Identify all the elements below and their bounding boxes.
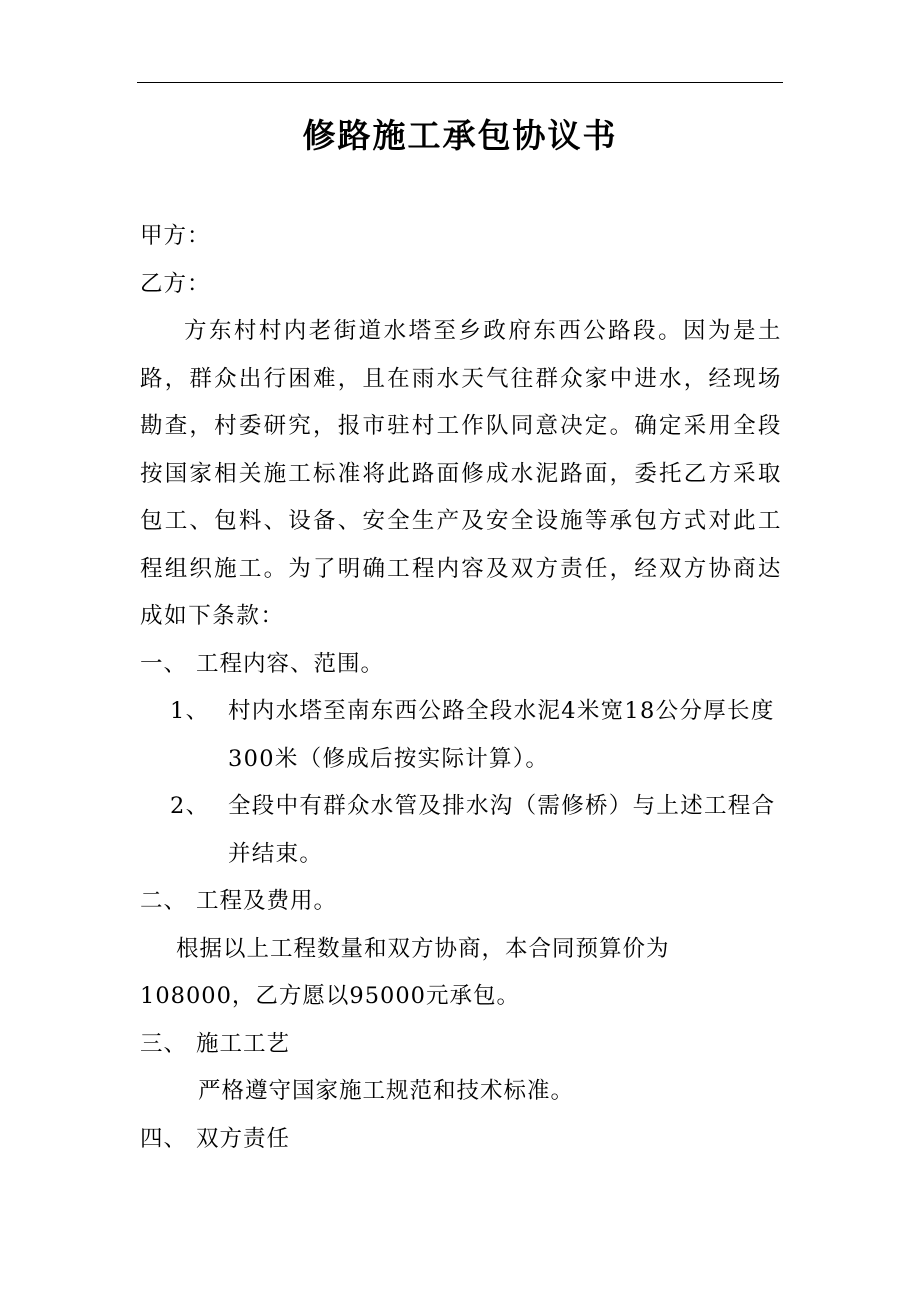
cost-paragraph: 根据以上工程数量和双方协商，本合同预算价为108000，乙方愿以95000元承包。	[140, 935, 670, 1009]
section-heading-1	[140, 641, 782, 689]
document-body	[140, 213, 782, 1163]
item-text: 全段中有群众水管及排水沟（需修桥）与上述工程合并结束。	[228, 793, 776, 867]
document-title: 修路施工承包协议书	[302, 116, 618, 155]
section-number: 三、	[140, 1030, 188, 1057]
item-number: 1、	[170, 698, 210, 724]
party-b-label: 乙方：	[140, 270, 211, 297]
section-number: 二、	[140, 888, 188, 914]
list-item-1	[140, 688, 782, 783]
section-title: 施工工艺	[196, 1030, 291, 1057]
section-number: 一、	[140, 650, 188, 677]
section-heading-4	[140, 1116, 782, 1164]
section-heading-3	[140, 1021, 782, 1069]
process-paragraph: 严格遵守国家施工规范和技术标准。	[198, 1078, 575, 1104]
header-rule	[137, 82, 783, 83]
item-number: 2、	[170, 793, 210, 819]
section-title: 工程及费用。	[196, 888, 338, 914]
section-title: 双方责任	[196, 1125, 291, 1152]
section-heading-2	[140, 878, 782, 926]
list-item-2	[140, 783, 782, 878]
section-title: 工程内容、范围。	[196, 650, 385, 677]
intro-paragraph: 方东村村内老街道水塔至乡政府东西公路段。因为是土路，群众出行困难，且在雨水天气往群众家中进水，经现场勘查，村委研究，报市驻村工作队同意决定。确定采用全段按国家相关施工标准将此路面修成水泥路面，委托乙方采取包工、包料、设备、安全生产及安全设施等承包方式对此工程组织施工。为了明确工程内容及双方责任，经双方协商达成如下条款：	[140, 318, 782, 629]
party-a-label: 甲方：	[140, 223, 211, 249]
section-number: 四、	[140, 1125, 188, 1152]
item-text: 村内水塔至南东西公路全段水泥4米宽18公分厚长度300米（修成后按实际计算）。	[228, 698, 775, 772]
